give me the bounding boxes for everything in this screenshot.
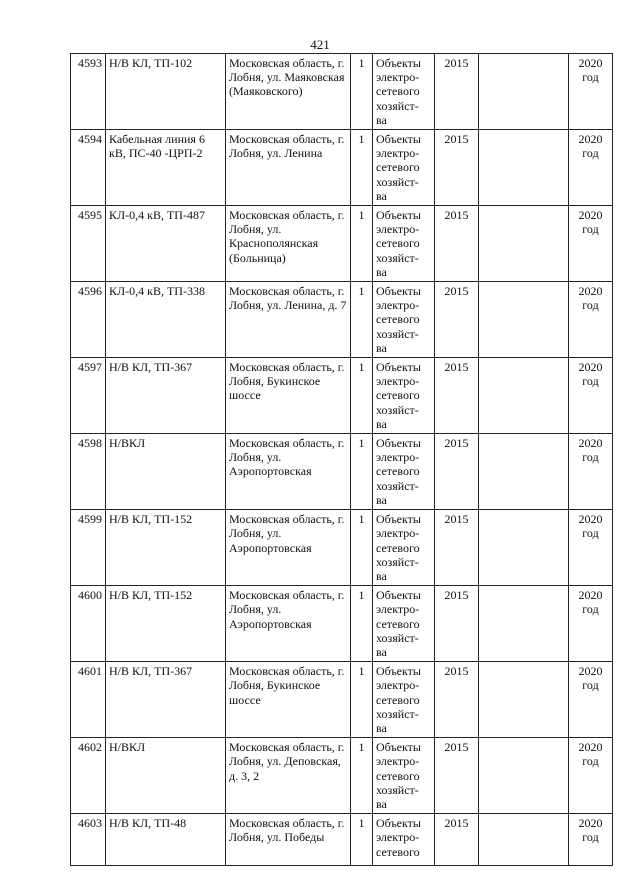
cell-quantity: 1 bbox=[351, 282, 373, 358]
cell-object-type: Объекты электро- сетевого хозяйст- ва bbox=[373, 510, 435, 586]
cell-object-type: Объекты электро- сетевого хозяйст- ва bbox=[373, 434, 435, 510]
cell-object-type: Объекты электро- сетевого хозяйст- ва bbox=[373, 738, 435, 814]
table-row bbox=[71, 510, 613, 586]
cell-quantity: 1 bbox=[351, 662, 373, 738]
cell-empty bbox=[479, 206, 569, 282]
cell-quantity: 1 bbox=[351, 54, 373, 130]
cell-year: 2015 bbox=[435, 814, 479, 866]
cell-object-name: Н/В КЛ, ТП-102 bbox=[106, 54, 226, 130]
cell-number: 4602 bbox=[71, 738, 106, 814]
cell-address: Московская область, г. Лобня, ул. Маяковская (Маяковского) bbox=[226, 54, 351, 130]
cell-number: 4596 bbox=[71, 282, 106, 358]
cell-address: Московская область, г. Лобня, ул. Деповская, д. 3, 2 bbox=[226, 738, 351, 814]
cell-empty bbox=[479, 738, 569, 814]
table-row bbox=[71, 586, 613, 662]
cell-year: 2015 bbox=[435, 130, 479, 206]
cell-object-name: Н/ВКЛ bbox=[106, 434, 226, 510]
registry-table bbox=[70, 53, 613, 866]
cell-number: 4594 bbox=[71, 130, 106, 206]
table-row bbox=[71, 54, 613, 130]
cell-term: 2020 год bbox=[569, 662, 613, 738]
cell-empty bbox=[479, 434, 569, 510]
cell-term: 2020 год bbox=[569, 130, 613, 206]
cell-object-type: Объекты электро- сетевого хозяйст- ва bbox=[373, 54, 435, 130]
cell-address: Московская область, г. Лобня, ул. Победы bbox=[226, 814, 351, 866]
cell-address: Московская область, г. Лобня, ул. Краснополянская (Больница) bbox=[226, 206, 351, 282]
cell-object-type: Объекты электро- сетевого хозяйст- ва bbox=[373, 662, 435, 738]
cell-object-name: Н/В КЛ, ТП-152 bbox=[106, 586, 226, 662]
cell-address: Московская область, г. Лобня, Букинское шоссе bbox=[226, 662, 351, 738]
cell-term: 2020 год bbox=[569, 282, 613, 358]
cell-object-name: Н/В КЛ, ТП-152 bbox=[106, 510, 226, 586]
cell-object-name: Н/ВКЛ bbox=[106, 738, 226, 814]
cell-object-type: Объекты электро- сетевого хозяйст- ва bbox=[373, 130, 435, 206]
cell-year: 2015 bbox=[435, 510, 479, 586]
cell-number: 4597 bbox=[71, 358, 106, 434]
cell-address: Московская область, г. Лобня, ул. Аэропортовская bbox=[226, 510, 351, 586]
cell-year: 2015 bbox=[435, 54, 479, 130]
cell-empty bbox=[479, 130, 569, 206]
cell-empty bbox=[479, 54, 569, 130]
cell-empty bbox=[479, 814, 569, 866]
cell-number: 4599 bbox=[71, 510, 106, 586]
table-row bbox=[71, 738, 613, 814]
cell-address: Московская область, г. Лобня, ул. Ленина, д. 7 bbox=[226, 282, 351, 358]
cell-object-name: Н/В КЛ, ТП-48 bbox=[106, 814, 226, 866]
cell-number: 4593 bbox=[71, 54, 106, 130]
cell-number: 4595 bbox=[71, 206, 106, 282]
cell-term: 2020 год bbox=[569, 586, 613, 662]
cell-address: Московская область, г. Лобня, ул. Аэропортовская bbox=[226, 434, 351, 510]
cell-object-name: Кабельная линия 6 кВ, ПС-40 -ЦРП-2 bbox=[106, 130, 226, 206]
cell-term: 2020 год bbox=[569, 54, 613, 130]
table-row bbox=[71, 814, 613, 866]
cell-quantity: 1 bbox=[351, 434, 373, 510]
cell-number: 4598 bbox=[71, 434, 106, 510]
cell-empty bbox=[479, 662, 569, 738]
cell-year: 2015 bbox=[435, 206, 479, 282]
cell-term: 2020 год bbox=[569, 510, 613, 586]
cell-address: Московская область, г. Лобня, Букинское шоссе bbox=[226, 358, 351, 434]
cell-object-type: Объекты электро- сетевого хозяйст- ва bbox=[373, 206, 435, 282]
cell-object-name: КЛ-0,4 кВ, ТП-338 bbox=[106, 282, 226, 358]
table-row bbox=[71, 130, 613, 206]
cell-term: 2020 год bbox=[569, 738, 613, 814]
table-row bbox=[71, 282, 613, 358]
cell-object-name: Н/В КЛ, ТП-367 bbox=[106, 662, 226, 738]
cell-year: 2015 bbox=[435, 434, 479, 510]
cell-empty bbox=[479, 586, 569, 662]
cell-year: 2015 bbox=[435, 586, 479, 662]
cell-term: 2020 год bbox=[569, 358, 613, 434]
cell-year: 2015 bbox=[435, 662, 479, 738]
cell-quantity: 1 bbox=[351, 206, 373, 282]
table-row bbox=[71, 358, 613, 434]
cell-quantity: 1 bbox=[351, 130, 373, 206]
page-number: 421 bbox=[310, 37, 330, 52]
cell-number: 4600 bbox=[71, 586, 106, 662]
cell-object-name: Н/В КЛ, ТП-367 bbox=[106, 358, 226, 434]
cell-quantity: 1 bbox=[351, 586, 373, 662]
cell-quantity: 1 bbox=[351, 510, 373, 586]
cell-empty bbox=[479, 282, 569, 358]
cell-number: 4603 bbox=[71, 814, 106, 866]
cell-term: 2020 год bbox=[569, 814, 613, 866]
cell-quantity: 1 bbox=[351, 738, 373, 814]
cell-year: 2015 bbox=[435, 358, 479, 434]
cell-address: Московская область, г. Лобня, ул. Аэропортовская bbox=[226, 586, 351, 662]
table-body bbox=[71, 54, 613, 866]
cell-address: Московская область, г. Лобня, ул. Ленина bbox=[226, 130, 351, 206]
cell-term: 2020 год bbox=[569, 206, 613, 282]
cell-year: 2015 bbox=[435, 282, 479, 358]
cell-object-type: Объекты электро- сетевого хозяйст- ва bbox=[373, 282, 435, 358]
cell-empty bbox=[479, 358, 569, 434]
cell-object-type: Объекты электро- сетевого bbox=[373, 814, 435, 866]
cell-quantity: 1 bbox=[351, 814, 373, 866]
table-row bbox=[71, 206, 613, 282]
cell-quantity: 1 bbox=[351, 358, 373, 434]
cell-empty bbox=[479, 510, 569, 586]
cell-object-type: Объекты электро- сетевого хозяйст- ва bbox=[373, 586, 435, 662]
cell-year: 2015 bbox=[435, 738, 479, 814]
cell-object-type: Объекты электро- сетевого хозяйст- ва bbox=[373, 358, 435, 434]
cell-number: 4601 bbox=[71, 662, 106, 738]
cell-term: 2020 год bbox=[569, 434, 613, 510]
cell-object-name: КЛ-0,4 кВ, ТП-487 bbox=[106, 206, 226, 282]
table-row bbox=[71, 434, 613, 510]
table-row bbox=[71, 662, 613, 738]
